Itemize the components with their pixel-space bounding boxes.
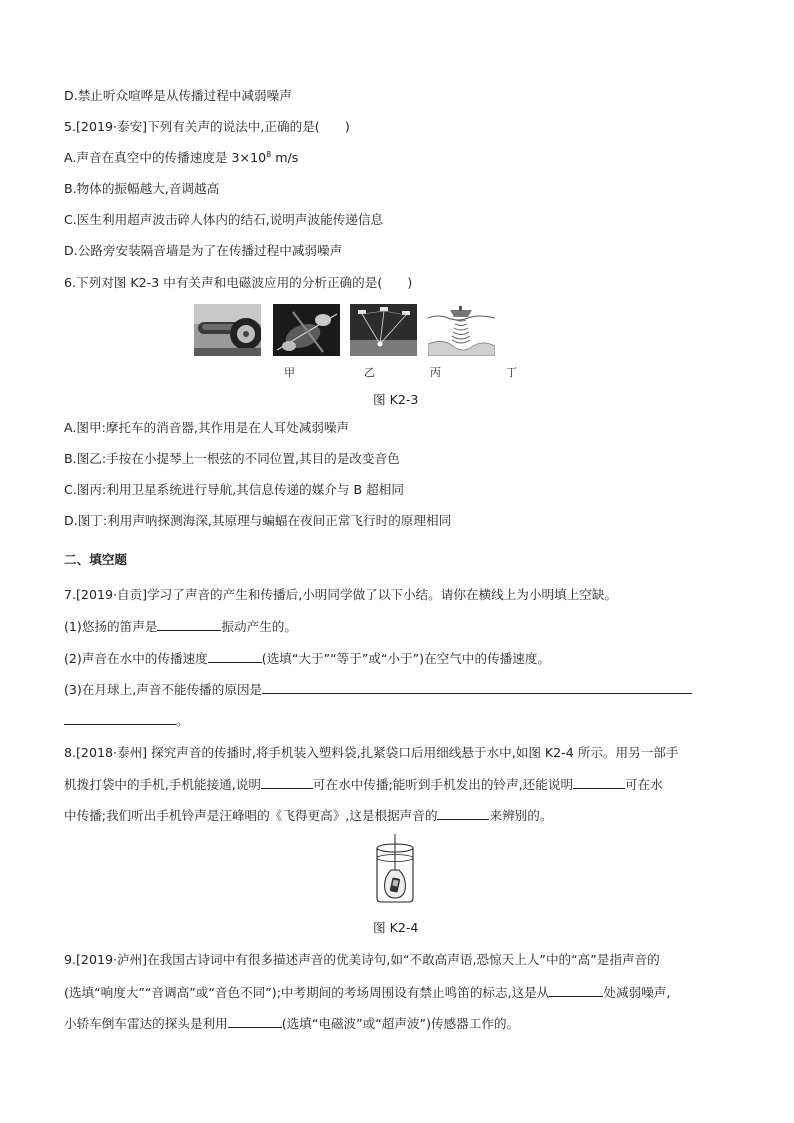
q9-line-2: [64, 984, 670, 1001]
figure-k2-3-caption: 图 K2-3: [373, 392, 419, 407]
q5-stem: 5.[2019·泰安]下列有关声的说法中,正确的是( ): [64, 119, 350, 134]
q9-line-2-b: 处减弱噪声,: [603, 985, 671, 1000]
answer-blank[interactable]: [261, 776, 313, 789]
q9-line-3-a: 小轿车倒车雷达的探头是利用: [64, 1016, 228, 1031]
q7-part-3-text: (3)在月球上,声音不能传播的原因是: [64, 682, 263, 697]
q7-part-2-text: (2)声音在水中的传播速度: [64, 651, 208, 666]
answer-blank[interactable]: [228, 1015, 282, 1028]
q7-part-3-end: 。: [176, 713, 189, 728]
q8-line-2-b: 可在水中传播;能听到手机发出的铃声,还能说明: [312, 777, 574, 792]
q8-line-3: [64, 807, 552, 824]
fig-label-ding: 丁: [506, 366, 517, 379]
answer-blank[interactable]: [157, 618, 221, 631]
q5-option-a-exponent: 8: [266, 149, 272, 159]
q7-part-3: [64, 681, 692, 698]
q9-line-2-a: (选填“响度大”“音调高”或“音色不同”);中考期间的考场周围设有禁止鸣笛的标志,这是从: [64, 985, 550, 1000]
q7-stem: 7.[2019·自贡]学习了声音的产生和传播后,小明同学做了以下小结。请你在横线上为小明填上空缺。: [64, 587, 618, 602]
answer-blank[interactable]: [262, 681, 692, 694]
section-title-fill-in: 二、填空题: [64, 552, 127, 567]
answer-blank[interactable]: [208, 650, 262, 663]
answer-blank[interactable]: [437, 807, 489, 820]
q9-line-3: [64, 1015, 519, 1032]
figure-k2-3: [194, 304, 484, 358]
q8-line-3-b: 来辨别的。: [489, 808, 553, 823]
q8-line-2: [64, 776, 663, 793]
beaker-phone-diagram: [371, 834, 419, 904]
violin-photo: [273, 304, 340, 356]
q5-option-a-unit: m/s: [271, 150, 299, 165]
q5-option-b: B.物体的振幅越大,音调越高: [64, 181, 220, 196]
answer-blank[interactable]: [64, 712, 176, 725]
fig-label-yi: 乙: [364, 366, 375, 379]
motorcycle-muffler-photo: [194, 304, 261, 356]
q7-part-1: [64, 618, 297, 635]
sonar-depth-diagram: [428, 304, 495, 356]
q4-option-d: D.禁止听众喧哗是从传播过程中减弱噪声: [64, 88, 292, 103]
q8-line-3-a: 中传播;我们听出手机铃声是汪峰唱的《飞得更高》,这是根据声音的: [64, 808, 438, 823]
q6-option-b: B.图乙:手按在小提琴上一根弦的不同位置,其目的是改变音色: [64, 451, 400, 466]
q9-line-1: 9.[2019·泸州]在我国古诗词中有很多描述声音的优美诗句,如“不敢高声语,恐惊天上人”中的“高”是指声音的: [64, 952, 660, 967]
q7-part-1-text: (1)悠扬的笛声是: [64, 619, 158, 634]
satellite-navigation-photo: [350, 304, 417, 356]
q6-option-a: A.图甲:摩托车的消音器,其作用是在人耳处减弱噪声: [64, 420, 350, 435]
fig-label-bing: 丙: [430, 366, 441, 379]
answer-blank[interactable]: [549, 984, 603, 997]
fig-label-jia: 甲: [284, 366, 295, 379]
q7-part-1-tail: 振动产生的。: [221, 619, 297, 634]
q8-line-2-c: 可在水: [625, 777, 663, 792]
q6-option-d: D.图丁:利用声呐探测海深,其原理与蝙蝠在夜间正常飞行时的原理相同: [64, 513, 452, 528]
q6-stem: 6.下列对图 K2-3 中有关声和电磁波应用的分析正确的是( ): [64, 275, 413, 290]
q9-line-3-b: (选填“电磁波”或“超声波”)传感器工作的。: [281, 1016, 520, 1031]
q8-line-2-a: 机拨打袋中的手机,手机能接通,说明: [64, 777, 261, 792]
q5-option-a-text: A.声音在真空中的传播速度是 3×10: [64, 150, 267, 165]
answer-blank[interactable]: [573, 776, 625, 789]
q6-option-c: C.图丙:利用卫星系统进行导航,其信息传递的媒介与 B 超相同: [64, 482, 404, 497]
q7-part-2-tail: (选填“大于”“等于”或“小于”)在空气中的传播速度。: [261, 651, 551, 666]
q7-part-3-continued: [64, 712, 189, 729]
q5-option-d: D.公路旁安装隔音墙是为了在传播过程中减弱噪声: [64, 243, 343, 258]
q5-option-a: [64, 150, 298, 166]
q8-line-1: 8.[2018·泰州] 探究声音的传播时,将手机装入塑料袋,扎紧袋口后用细线悬于水中,如图 K2-4 所示。用另一部手: [64, 745, 679, 760]
q5-option-c: C.医生利用超声波击碎人体内的结石,说明声波能传递信息: [64, 212, 384, 227]
q7-part-2: [64, 650, 550, 667]
figure-k2-4-caption: 图 K2-4: [373, 920, 419, 935]
